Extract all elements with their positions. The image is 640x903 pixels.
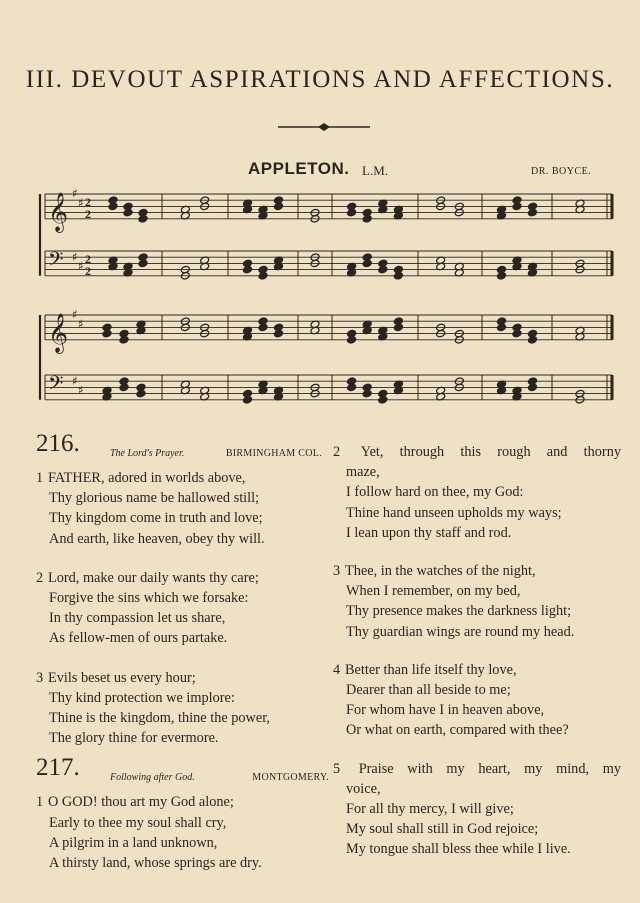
stanza xyxy=(36,468,326,549)
note-head xyxy=(138,215,148,224)
tune-name: APPLETON. xyxy=(248,159,350,178)
hymn-216-header xyxy=(36,430,326,468)
verse-line: In thy compassion let us share, xyxy=(49,610,226,627)
note-head xyxy=(528,336,538,345)
stanza xyxy=(333,759,623,860)
time-signature: 2 xyxy=(85,251,91,266)
verse-line: Thine hand unseen upholds my ways; xyxy=(346,504,562,521)
ornament-divider-icon xyxy=(278,122,370,132)
verse-line: Thy glorious name be hallowed still; xyxy=(49,490,260,507)
stanza xyxy=(36,568,326,649)
note-head xyxy=(258,323,268,332)
verse-line: Thy presence makes the darkness light; xyxy=(346,603,572,620)
stanza xyxy=(333,561,623,642)
note-head xyxy=(512,202,522,211)
verse-line: When I remember, on my bed, xyxy=(346,583,521,600)
note-head xyxy=(243,265,253,274)
left-column xyxy=(36,430,329,892)
note-head xyxy=(274,202,284,211)
note-head xyxy=(243,396,253,405)
note-head xyxy=(378,396,388,405)
treble-clef-icon: 𝄞 xyxy=(48,191,69,232)
stanza xyxy=(36,668,326,749)
verse-line: A pilgrim in a land unknown, xyxy=(49,834,218,851)
note-head xyxy=(378,265,388,274)
verse-line: 2 Lord, make our daily wants thy care; xyxy=(36,569,259,586)
note-head xyxy=(512,329,522,338)
stanza xyxy=(333,442,623,543)
note-head xyxy=(119,336,129,345)
sharp-icon: ♯ xyxy=(72,249,78,264)
right-column xyxy=(333,442,623,878)
hymn-number: 216. xyxy=(36,430,80,457)
note-head xyxy=(258,272,268,281)
verse-line: My soul shall still in God rejoice; xyxy=(346,821,539,838)
bass-clef-icon: 𝄢 xyxy=(48,247,64,276)
time-signature: 2 xyxy=(85,207,91,222)
note-head xyxy=(102,329,112,338)
verse-line: I follow hard on thee, my God: xyxy=(346,484,524,501)
note-head xyxy=(347,208,357,217)
verse-line: 2 Yet, through this rough and thorny xyxy=(333,444,621,460)
note-head xyxy=(136,389,146,398)
verse-line: For all thy mercy, I will give; xyxy=(346,801,514,818)
note-head xyxy=(362,215,372,224)
hymn-number: 217. xyxy=(36,754,80,782)
note-head xyxy=(138,259,148,268)
note-head xyxy=(274,329,284,338)
verse-line: Thine is the kingdom, thine the power, xyxy=(49,710,270,727)
tune-meter: L.M. xyxy=(362,163,388,178)
sharp-icon: ♯ xyxy=(72,186,78,201)
section-title: III. DEVOUT ASPIRATIONS AND AFFECTIONS. xyxy=(25,66,615,93)
verse-line: 5 Praise with my heart, my mind, my xyxy=(333,760,621,777)
tune-composer: DR. BOYCE. xyxy=(531,166,592,177)
verse-line: Forgive the sins which we forsake: xyxy=(49,590,249,607)
verse-line: For whom have I in heaven above, xyxy=(346,702,545,719)
verse-line: And earth, like heaven, obey thy will. xyxy=(49,530,265,547)
note-head xyxy=(362,389,372,398)
verse-line: 3 Thee, in the watches of the night, xyxy=(333,563,536,580)
verse-line: Thy kingdom come in truth and love; xyxy=(49,510,263,527)
verse-line: Thy guardian wings are round my head. xyxy=(346,623,575,640)
verse-line: 3 Evils beset us every hour; xyxy=(36,669,196,686)
verse-line: My tongue shall bless thee while I live. xyxy=(346,841,571,858)
hymn-subtitle: Following after God. xyxy=(110,772,195,784)
note-head xyxy=(123,208,133,217)
sharp-icon: ♯ xyxy=(72,373,78,388)
note-head xyxy=(347,336,357,345)
stanza xyxy=(333,660,623,741)
sharp-icon: ♯ xyxy=(72,307,78,322)
verse-line: Thy kind protection we implore: xyxy=(49,689,235,706)
note-head xyxy=(347,383,357,392)
verse-line: A thirsty land, whose springs are dry. xyxy=(49,855,262,872)
note-head xyxy=(108,202,118,211)
verse-line: Or what on earth, compared with thee? xyxy=(346,722,569,739)
note-head xyxy=(119,383,129,392)
sharp-icon: ♯ xyxy=(78,259,84,274)
verse-line: maze, xyxy=(346,464,380,481)
verse-line: As fellow-men of ours partake. xyxy=(49,630,228,647)
note-head xyxy=(528,208,538,217)
treble-clef-icon: 𝄞 xyxy=(48,312,69,353)
time-signature: 2 xyxy=(85,264,91,279)
hymn-217-header xyxy=(36,754,329,792)
hymn-author: BIRMINGHAM COL. xyxy=(225,448,322,459)
verse-line: voice, xyxy=(346,780,381,797)
verse-line: I lean upon thy staff and rod. xyxy=(346,524,512,541)
note-head xyxy=(393,323,403,332)
verse-line: 4 Better than life itself thy love, xyxy=(333,661,517,678)
sharp-icon: ♯ xyxy=(78,196,84,211)
note-head xyxy=(393,272,403,281)
verse-line: Early to thee my soul shall cry, xyxy=(49,814,227,831)
stanza xyxy=(36,792,326,873)
verse-line: 1 FATHER, adored in worlds above, xyxy=(36,470,246,486)
note-head xyxy=(528,383,538,392)
sharp-icon: ♯ xyxy=(78,317,84,332)
verse-line: Dearer than all beside to me; xyxy=(346,682,511,699)
note-head xyxy=(497,272,507,281)
music-score xyxy=(0,180,640,435)
note-head xyxy=(362,259,372,268)
hymn-subtitle: The Lord's Prayer. xyxy=(110,448,185,459)
sharp-icon: ♯ xyxy=(78,383,84,398)
hymn-author: MONTGOMERY. xyxy=(252,772,329,784)
verse-line: The glory thine for evermore. xyxy=(49,730,219,747)
note-head xyxy=(497,323,507,332)
time-signature: 2 xyxy=(85,194,91,209)
bass-clef-icon: 𝄢 xyxy=(48,371,64,400)
verse-line: 1 O GOD! thou art my God alone; xyxy=(36,794,234,811)
